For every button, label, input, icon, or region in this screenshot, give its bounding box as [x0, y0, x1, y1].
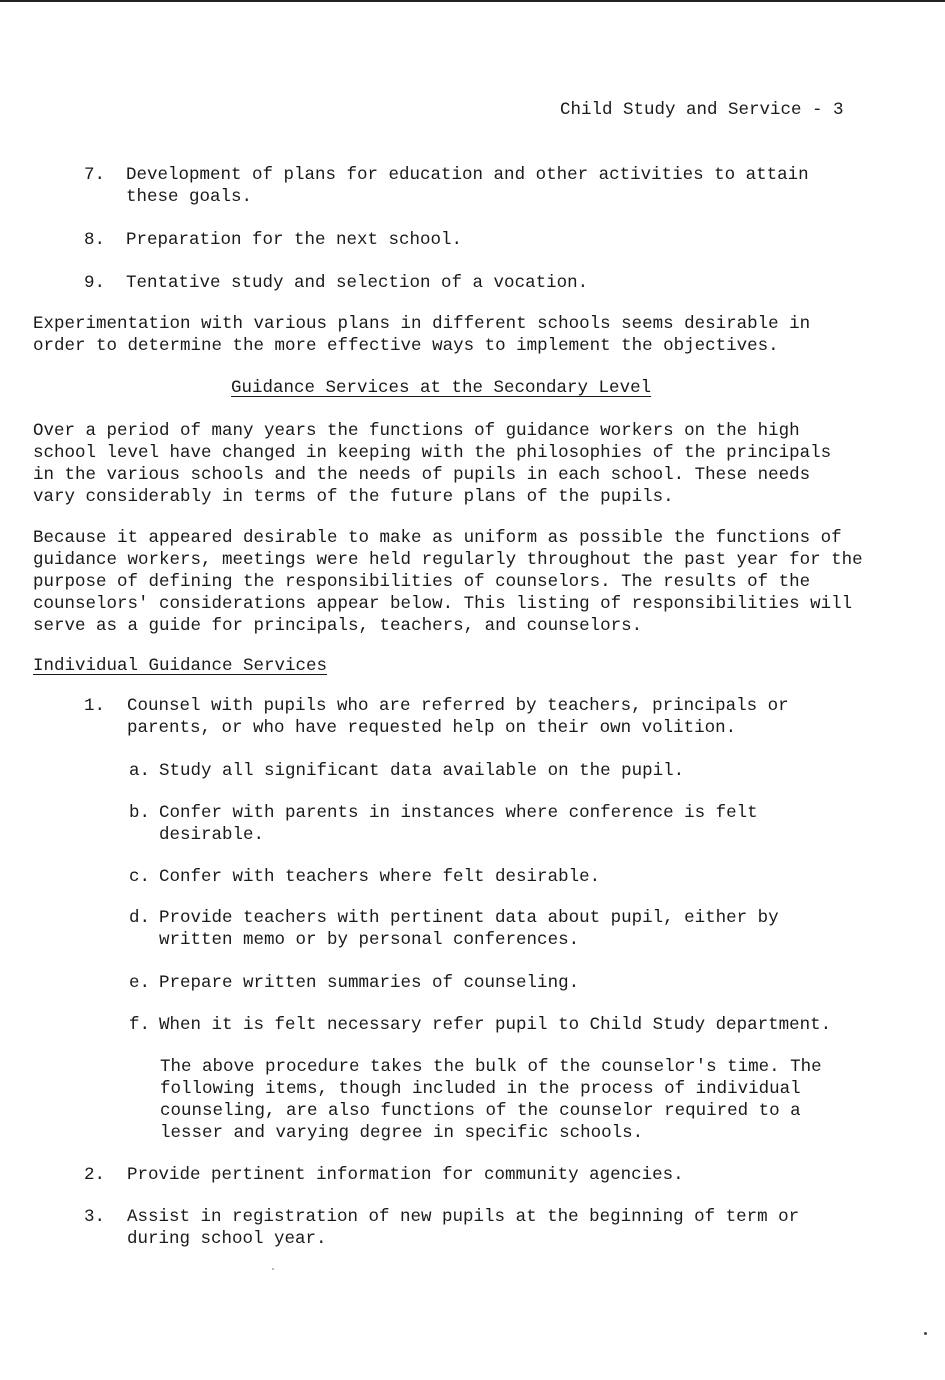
service-item-number: 1. — [84, 696, 106, 716]
list-item-number: 9. — [84, 273, 106, 293]
sub-item-text: When it is felt necessary refer pupil to Child Study department. — [159, 1015, 832, 1035]
service-item-number: 3. — [84, 1207, 106, 1227]
sub-item-letter: b. — [129, 803, 151, 823]
service-item-3 — [84, 1206, 804, 1250]
service-item-number: 2. — [84, 1165, 106, 1185]
list-item-text: Tentative study and selection of a vocation. — [126, 273, 589, 293]
sub-item-c — [129, 866, 789, 888]
list-item-7 — [84, 164, 824, 208]
service-item-1 — [84, 695, 804, 739]
list-item-text: Preparation for the next school. — [126, 230, 463, 250]
paragraph-period: Over a period of many years the functions of guidance workers on the high school level have changed in keeping with the philosophies of the principals in the various schools and the needs of pupils in each school. These needs vary considerably in terms of the future plans of the pupils. — [33, 421, 832, 507]
sub-item-text: Prepare written summaries of counseling. — [159, 973, 580, 993]
sub-item-text: Study all significant data available on the pupil. — [159, 761, 685, 781]
list-item-9 — [84, 272, 824, 294]
list-item-text: Development of plans for education and other activities to attain these goals. — [126, 165, 809, 207]
list-item-number: 8. — [84, 230, 106, 250]
paragraph-experimentation: Experimentation with various plans in different schools seems desirable in order to determine the more effective ways to implement the objectives. — [33, 314, 811, 356]
sub-item-letter: d. — [129, 908, 151, 928]
scan-speck — [924, 1332, 927, 1335]
sub-item-letter: c. — [129, 867, 151, 887]
sub-item-letter: f. — [129, 1015, 151, 1035]
sub-item-f — [129, 1014, 849, 1036]
sub-item-b — [129, 802, 789, 846]
service-item-text: Provide pertinent information for community agencies. — [127, 1165, 684, 1185]
paragraph-above-procedure: The above procedure takes the bulk of the counselor's time. The following items, though included in the process of individual counseling, are also functions of the counselor required to a lesser and varying degree in specific schools. — [160, 1057, 822, 1143]
service-item-text: Assist in registration of new pupils at the beginning of term or during school year. — [127, 1207, 800, 1249]
page-header: Child Study and Service - 3 — [560, 100, 844, 120]
sub-item-letter: a. — [129, 761, 151, 781]
section-heading-secondary: Guidance Services at the Secondary Level — [231, 378, 652, 398]
sub-item-a — [129, 760, 789, 782]
service-item-2 — [84, 1164, 804, 1186]
sub-item-d — [129, 907, 789, 951]
list-item-number: 7. — [84, 165, 106, 185]
sub-item-letter: e. — [129, 973, 151, 993]
sub-item-text: Confer with teachers where felt desirable. — [159, 867, 601, 887]
paragraph-because: Because it appeared desirable to make as uniform as possible the functions of guidance workers, meetings were held regularly throughout the past year for the purpose of defining the responsibilities of counselors. The results of the counselors' considerations appear below. This listing of responsibilities will serve as a guide for principals, teachers, and counselors. — [33, 528, 863, 636]
service-item-text: Counsel with pupils who are referred by teachers, principals or parents, or who have requested help on their own volition. — [127, 696, 789, 738]
sub-item-text: Confer with parents in instances where conference is felt desirable. — [159, 803, 758, 845]
sub-item-text: Provide teachers with pertinent data about pupil, either by written memo or by personal conferences. — [159, 908, 779, 950]
scan-top-edge — [0, 0, 945, 2]
section-heading-individual: Individual Guidance Services — [33, 656, 328, 676]
list-item-8 — [84, 229, 824, 251]
scan-speck — [272, 1268, 274, 1270]
sub-item-e — [129, 972, 789, 994]
